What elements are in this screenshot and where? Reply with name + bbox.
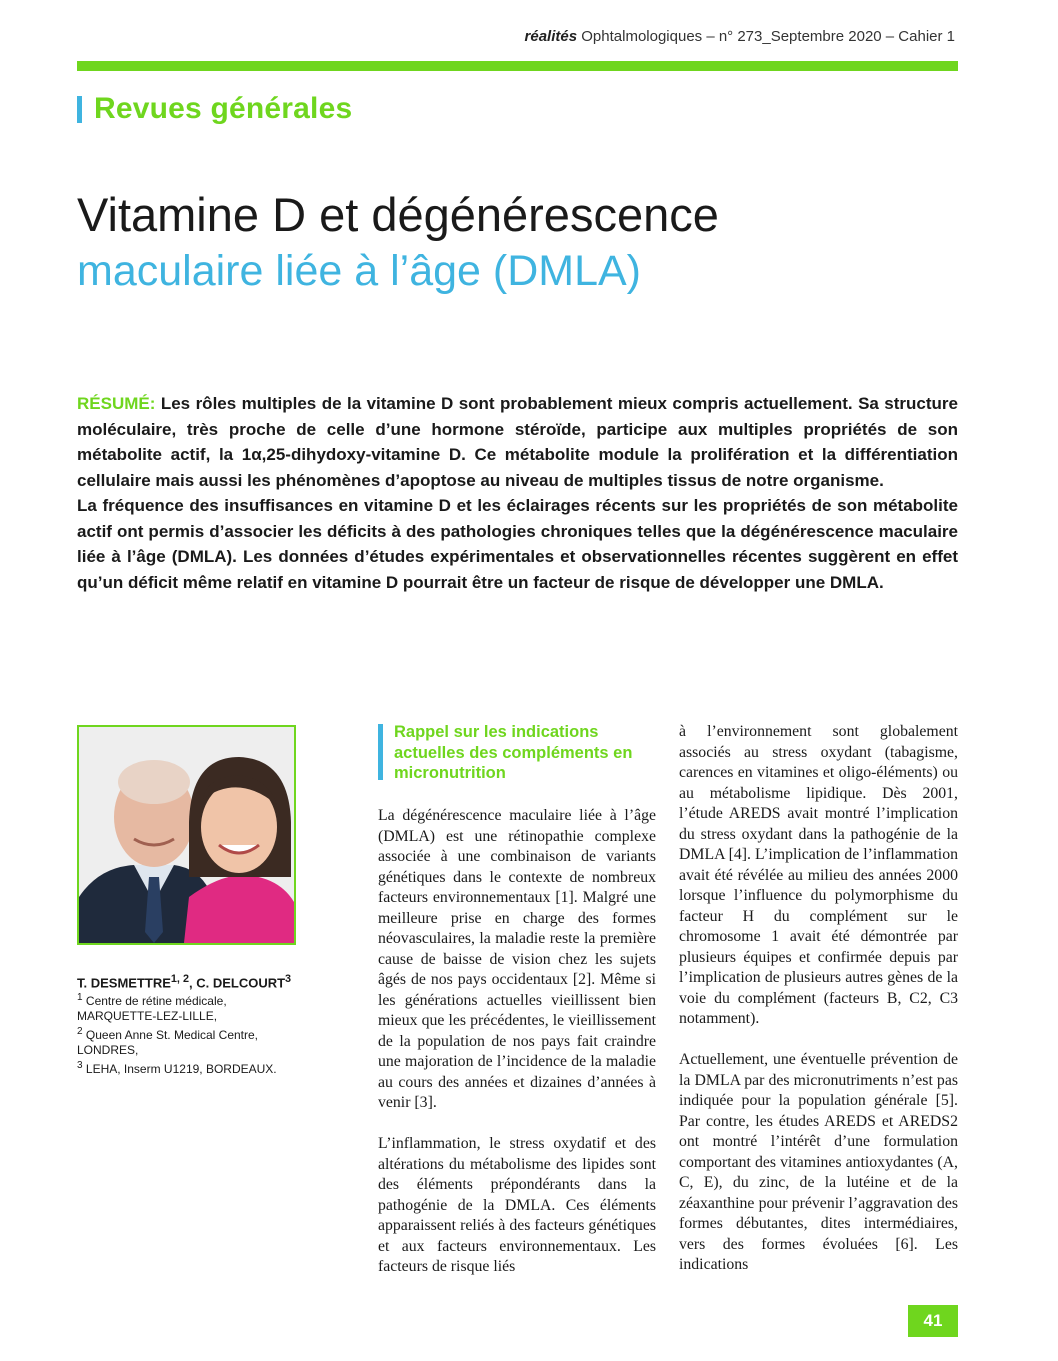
- abstract: [77, 391, 958, 595]
- body-column-2: [679, 722, 958, 1276]
- article-title-line2: maculaire liée à l’âge (DMLA): [77, 247, 641, 295]
- author-2-affiliations: 3: [285, 973, 292, 985]
- author-1: T. DESMETTRE: [77, 975, 171, 991]
- author-1-affiliations: 1, 2: [170, 973, 189, 985]
- affiliation-1-line-2: MARQUETTE-LEZ-LILLE,: [77, 1009, 218, 1024]
- author-separator: ,: [188, 975, 197, 991]
- body-paragraph: L’inflammation, le stress oxydatif et des altérations du métabolisme des lipides sont des éléments prépondérants dans la pathogénie de la DMLA. Ces éléments apparaissent reliés à des facteurs génétiques et aux facteurs environnementaux. Les facteurs de risque liés: [378, 1135, 656, 1275]
- affiliation-2-line-2: LONDRES,: [77, 1043, 139, 1058]
- author-2: C. DELCOURT: [196, 975, 286, 991]
- journal-issue: Ophtalmologiques – n° 273_Septembre 2020 – Cahier 1: [581, 28, 955, 45]
- affiliation-1-line-1: Centre de rétine médicale,: [85, 994, 227, 1009]
- body-paragraph: à l’environnement sont globalement associés au stress oxydant (tabagisme, carences en vitamines et oligo-éléments) ou au métabolisme lipidique. Dès 2001, l’étude AREDS avait montré l’implication du stress oxydant dans la pathogénie de la DMLA [4]. L’implication de l’inflammation avait été révélée au milieu des années 2000 lorsque l’influence du polymorphisme du facteur H du complément sur le chromosome 1 avait été démontrée par plusieurs équipes et confirmée depuis par l’implication de plusieurs autres gènes de la voie du complément (facteurs B, C2, C3 notamment).: [679, 723, 958, 1027]
- affiliation-1-number: 1: [77, 992, 83, 1004]
- subheading: Rappel sur les indications actuelles des compléments en micronutrition: [394, 723, 633, 782]
- authors-photo: [77, 725, 296, 945]
- abstract-paragraph-2: La fréquence des insuffisances en vitamine D et les éclairages récents sur les propriétés de son métabolite actif ont permis d’associer les déficits à des pathologies chroniques telles que la dégénérescence maculaire liée à l’âge (DMLA). Les données d’études expérimentales et observationnelles récentes suggèrent en effet qu’un déficit même relatif en vitamine D pourrait être un facteur de risque de développer une DMLA.: [77, 496, 958, 592]
- affiliation-1: [77, 990, 307, 1009]
- section-label: Revues générales: [94, 92, 353, 125]
- authors-portrait-illustration: [79, 727, 294, 943]
- abstract-lead: RÉSUMÉ:: [77, 394, 156, 413]
- journal-brand: réalités: [524, 28, 578, 45]
- subheading-block: [378, 722, 638, 784]
- abstract-text-1: Les rôles multiples de la vitamine D sont probablement mieux compris actuellement. Sa structure moléculaire, très proche de celle d’une hormone stéroïde, participe aux multiples propriétés de son métabolite actif, la 1α,25-dihydoxy-vitamine D. Ce métabolite module la prolifération et la différentiation cellulaire mais aussi les phénomènes d’apoptose au niveau de multiples tissus de notre organisme.: [77, 394, 958, 490]
- body-column-1: [378, 806, 656, 1278]
- article-title-line1: Vitamine D et dégénérescence: [77, 188, 719, 241]
- affiliation-2-line-1: Queen Anne St. Medical Centre,: [85, 1028, 259, 1043]
- section-tag: [77, 92, 352, 126]
- page-number: 41: [908, 1305, 958, 1337]
- affiliation-3-number: 3: [77, 1060, 83, 1072]
- body-paragraph: Actuellement, une éventuelle prévention de la DMLA par des micronutriments n’est pas indiquée pour la population générale [5]. Par contre, les études AREDS et AREDS2 ont montré l’intérêt d’une formulation comportant des vitamines antioxydantes (A, C, E), du zinc, de la lutéine et de la zéaxanthine pour prévenir l’aggravation des formes débutantes, dites intermédiaires, vers des formes évoluées [6]. Les indications: [679, 1051, 958, 1273]
- header-rule: [77, 61, 958, 71]
- subheading-marker: [378, 724, 383, 780]
- affiliation-2-number: 2: [77, 1026, 83, 1038]
- paragraph-gap: [679, 1030, 958, 1051]
- authors-block: [77, 972, 307, 1077]
- body-paragraph: La dégénérescence maculaire liée à l’âge (DMLA) est une rétinopathie complexe associée à une combinaison de variants génétiques dans le contexte de nombreux facteurs environnementaux [1]. Malgré une meilleure prise en charge des formes néovasculaires, la maladie reste la première cause de baisse de vision chez les sujets âgés de nos pays occidentaux [2]. Même si les générations actuelles vieillissent bien mieux que les précédentes, le vieillissement de la population de nos pays fait craindre une majoration de l’incidence de la maladie au cours des années et dizaines d’années à venir [3].: [378, 807, 656, 1111]
- affiliation-3-line-1: LEHA, Inserm U1219, BORDEAUX.: [85, 1062, 277, 1077]
- author-names: [77, 972, 307, 990]
- journal-header: [525, 28, 955, 45]
- affiliation-2: [77, 1024, 307, 1043]
- affiliation-3: [77, 1058, 307, 1077]
- section-marker: [77, 96, 82, 123]
- paragraph-gap: [378, 1114, 656, 1135]
- abstract-paragraph-1: [77, 391, 958, 493]
